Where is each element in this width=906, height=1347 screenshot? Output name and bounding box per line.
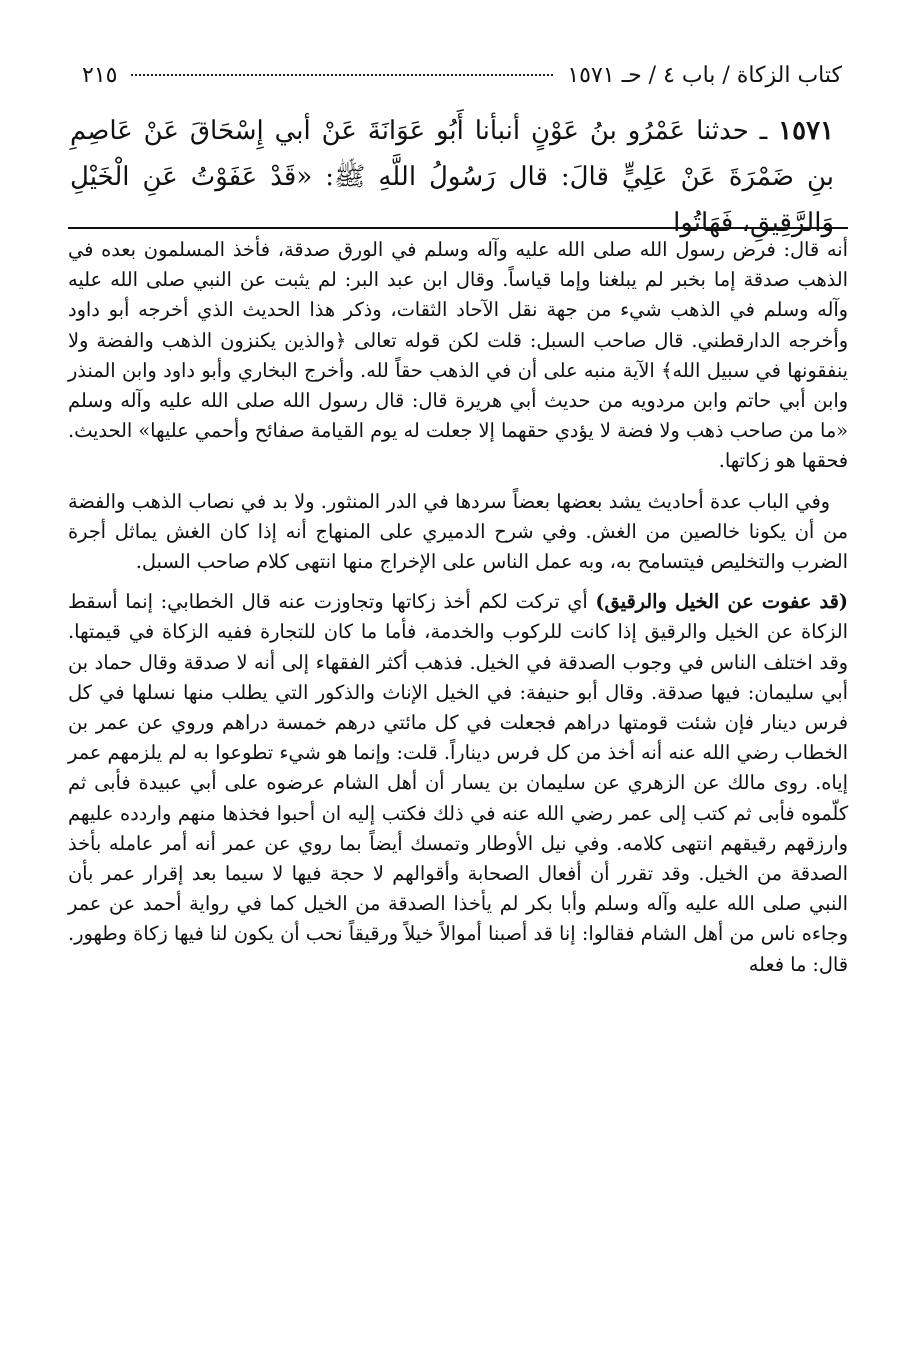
header-leader-dots [131,74,553,76]
running-header [82,58,842,92]
commentary-paragraph-3-text: أي تركت لكم أخذ زكاتها وتجاوزت عنه قال الخطابي: إنما أسقط الزكاة عن الخيل والرقيق إذا كانت للركوب والخدمة، فأما ما كان للتجارة ففيه الزكاة في قيمتها. وقد اختلف الناس في وجوب الصدقة في الخيل. فذهب أكثر الفقهاء إلى أنه لا صدقة وقال حماد بن أبي سليمان: فيها صدقة. وقال أبو حنيفة: في الخيل الإناث والذكور التي يطلب منها نسلها في كل فرس دينار فإن شئت قومتها دراهم فجعلت في كل مائتي درهم خمسة دراهم وروي عن عمر بن الخطاب رضي الله عنه أنه أخذ من كل فرس ديناراً. قلت: وإنما هو شيء تطوعوا به لم يلزمهم عمر إياه. روى مالك عن الزهري عن سليمان بن يسار أن أهل الشام عرضوه على أبي عبيدة فأبى ثم كلّموه فأبى ثم كتب إلى عمر رضي الله عنه في ذلك فكتب إليه ان أحبوا فخذها منهم واردده عليهم وارزقهم رقيقهم انتهى كلامه. وفي نيل الأوطار وتمسك أيضاً بما روي عن عمر أنه أمر عامله بأخذ الصدقة من الخيل. وقد تقرر أن أفعال الصحابة وأقوالهم لا حجة فيها لا سيما بعد إقرار عمر بأن النبي صلى الله عليه وآله وسلم وأبا بكر لم يأخذا الصدقة من الخيل كما في رواية أحمد عن عمر وجاءه ناس من أهل الشام فقالوا: إنا قد أصبنا أموالاً خيلاً ورقيقاً نحب أن يكون لنا فيها زكاة وطهور. قال: ما فعله [68,590,848,976]
page-number: ٢١٥ [82,62,118,88]
commentary-paragraph-1: أنه قال: فرض رسول الله صلى الله عليه وآله وسلم في الورق صدقة، فأخذ المسلمون بعده في الذهب صدقة إما بخبر لم يبلغنا وإما قياساً. وقال ابن عبد البر: لم يثبت عن النبي صلى الله عليه وآله وسلم في الذهب شيء من جهة نقل الآحاد الثقات، وذكر هذا الحديث الذي أخرجه أبو داود وأخرجه الدارقطني. قال صاحب السبل: قلت لكن قوله تعالى ﴿والذين يكنزون الذهب والفضة ولا ينفقونها في سبيل الله﴾ الآية منبه على أن في الذهب حقاً لله. وأخرج البخاري وأبو داود وابن المنذر وابن أبي حاتم وابن مردويه من حديث أبي هريرة قال: قال رسول الله صلى الله عليه وآله وسلم «ما من صاحب ذهب ولا فضة لا يؤدي حقهما إلا جعلت له يوم القيامة صفائح وأحمي عليها» الحديث. فحقها هو زكاتها. [68,238,848,473]
commentary-block [68,235,848,980]
footnote-separator-rule [68,227,848,229]
hadith-text-block [70,108,834,246]
commentary-paragraph-3 [68,587,848,980]
commentary-lemma: (قد عفوت عن الخيل والرقيق) [595,590,848,614]
commentary-paragraph-2: وفي الباب عدة أحاديث يشد بعضها بعضاً سردها في الدر المنثور. ولا بد في نصاب الذهب والفضة من أن يكونا خالصين من الغش. وفي شرح الدميري على المنهاج أنه إذا كان الغش يماثل أجرة الضرب والتخليص فيتسامح به، وبه عمل الناس على الإخراج منها انتهى كلام صاحب السبل. [68,489,848,574]
hadith-number: ١٥٧١ [778,116,835,146]
chapter-title: كتاب الزكاة / باب ٤ / حـ ١٥٧١ [567,62,842,88]
hadith-body: ـ حدثنا عَمْرُو بنُ عَوْنٍ أنبأنا أَبُو عَوَانَةَ عَنْ أبي إِسْحَاقَ عَنْ عَاصِمِ بنِ ضَمْرَةَ عَنْ عَلِيٍّ قالَ: قال رَسُولُ اللَّهِ ﷺ: «قَدْ عَفَوْتُ عَنِ الْخَيْلِ وَالرَّقِيقِ، فَهَاتُوا [70,116,834,238]
